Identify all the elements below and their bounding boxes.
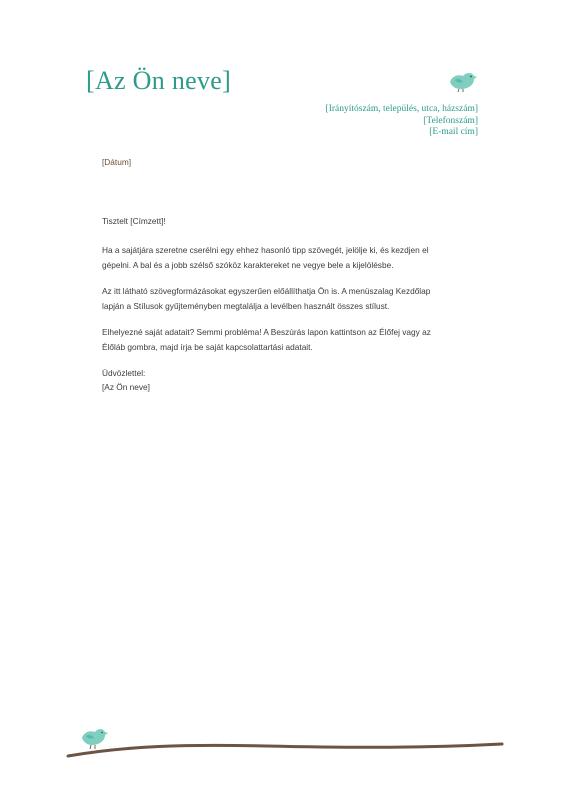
contact-address[interactable]: [Irányítószám, település, utca, házszám] — [325, 104, 478, 114]
signature[interactable]: [Az Ön neve] — [102, 382, 150, 392]
contact-email[interactable]: [E-mail cím] — [429, 127, 478, 137]
closing[interactable]: Üdvözlettel: — [102, 368, 146, 378]
body-paragraph-1[interactable]: Ha a sajátjára szeretne cserélni egy ehhez hasonló tipp szövegét, jelölje ki, és kezdjen el gépelni. A bal és a jobb szélső szóköz karaktereket ne vegye bele a kijelölésbe. — [102, 245, 429, 270]
contact-phone[interactable]: [Telefonszám] — [423, 115, 478, 126]
date-field[interactable]: [Dátum] — [102, 157, 132, 167]
body-paragraph-2[interactable]: Az itt látható szövegformázásokat egyszerűen előállíthatja Ön is. A menüszalag Kezdőlap lapján a Stílusok gyűjteményben megtalálja a levélben használt összes stílust. — [102, 286, 431, 311]
bird-icon — [446, 68, 478, 94]
sender-name[interactable]: [Az Ön neve] — [86, 66, 232, 95]
greeting[interactable]: Tisztelt [Címzett]! — [102, 216, 166, 226]
contact-block — [326, 104, 478, 139]
body-paragraph-3[interactable]: Elhelyezné saját adatait? Semmi probléma! A Beszúrás lapon kattintson az Élőfej vagy az Élőláb gombra, majd írja be saját kapcsolattartási adatait. — [102, 327, 431, 352]
bird-on-branch-icon — [66, 726, 506, 766]
